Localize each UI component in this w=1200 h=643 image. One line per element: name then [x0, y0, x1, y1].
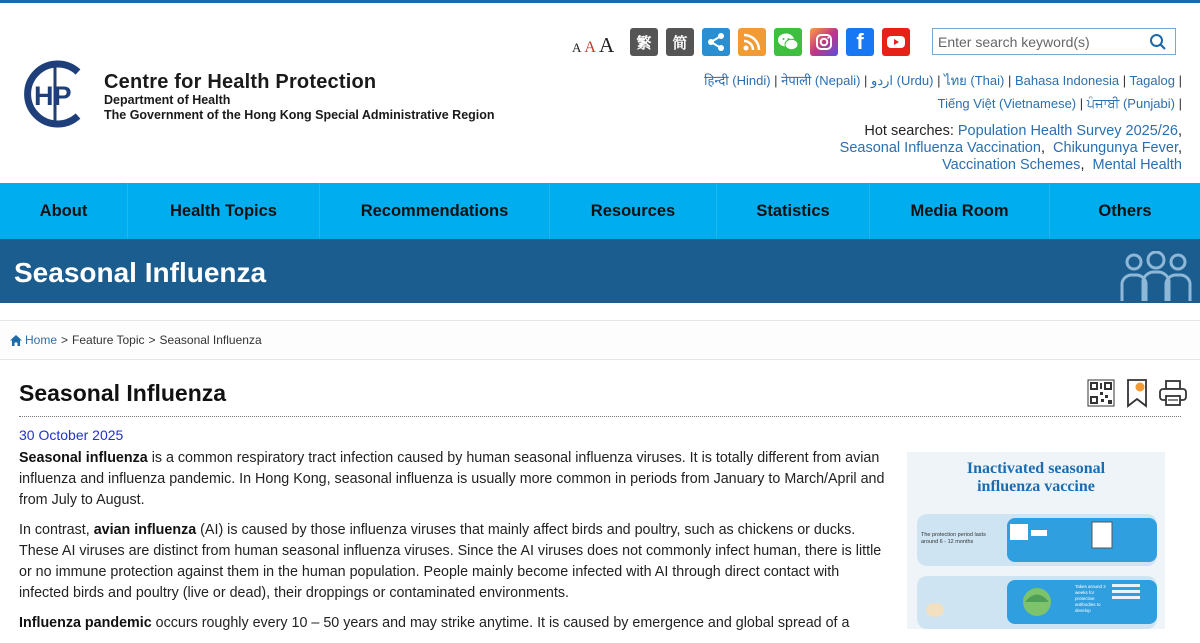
lang-indonesian[interactable]: Bahasa Indonesia	[1014, 73, 1120, 88]
page-tools	[1086, 377, 1188, 409]
hot-searches: Hot searches: Population Health Survey 2025/26, Seasonal Influenza Vaccination, Chikungunya Fever, Vaccination Schemes, Mental Health	[839, 123, 1182, 173]
logo-text	[104, 71, 495, 123]
poster-title: Inactivated seasonal influenza vaccine	[966, 460, 1106, 495]
paragraph: Influenza pandemic occurs roughly every 10 – 50 years and may strike anytime. It is caused by emergence and global spread of a	[19, 615, 850, 631]
department-name: Department of Health	[104, 93, 231, 107]
nav-about[interactable]: About	[0, 183, 128, 239]
nav-resources[interactable]: Resources	[550, 183, 717, 239]
nav-statistics[interactable]: Statistics	[717, 183, 870, 239]
banner-title: Seasonal Influenza	[14, 257, 267, 288]
government-name: The Government of the Hong Kong Special Administrative Region	[104, 108, 495, 122]
font-size-controls	[572, 33, 614, 58]
font-size-medium[interactable]: A	[584, 39, 596, 56]
poster-caption: The protection period lasts around 6 - 12 months	[921, 532, 986, 545]
lang-tagalog[interactable]: Tagalog	[1129, 73, 1175, 88]
traditional-chinese-icon[interactable]: 繁	[630, 28, 658, 56]
search-icon[interactable]	[1143, 29, 1173, 54]
font-size-large[interactable]: A	[598, 33, 615, 57]
hot-search-link[interactable]: Vaccination Schemes	[942, 157, 1081, 173]
publish-date: 30 October 2025	[19, 427, 124, 443]
page-banner	[0, 239, 1200, 303]
simplified-chinese-icon[interactable]: 简	[666, 28, 694, 56]
paragraph: In contrast, avian influenza (AI) is caused by those influenza viruses that mainly affect birds and poultry, such as chickens or ducks. These AI viruses are distinct from human seasonal influenza viruses. Since the AI viruses does not commonly infect human, there is little or no immune protection against them in the human population. People mainly become infected with AI through direct contact with infected birds and poultry (live or dead), their droppings or contaminated environments.	[19, 522, 882, 601]
paragraph: Seasonal influenza is a common respiratory tract infection caused by human seasonal influenza viruses. It is totally different from avian influenza and influenza pandemic. In Hong Kong, seasonal influenza is usually more common in periods from January to March/April and from July to August.	[19, 450, 885, 508]
hot-search-link[interactable]: Chikungunya Fever	[1053, 140, 1178, 156]
print-icon[interactable]	[1158, 377, 1188, 409]
site-header	[0, 3, 1200, 183]
rss-icon[interactable]	[738, 28, 766, 56]
language-links: हिन्दी (Hindi) | नेपाली (Nepali) | اردو (Urdu) | ไทย (Thai) | Bahasa Indonesia | Tagalog | Tiếng Việt (Vietnamese) | ਪੰਜਾਬੀ (Punjabi) |	[704, 73, 1182, 111]
term-seasonal-influenza: Seasonal influenza	[19, 450, 148, 466]
bookmark-icon[interactable]	[1122, 377, 1152, 409]
lang-nepali[interactable]: नेपाली (Nepali)	[781, 73, 861, 88]
site-title: Centre for Health Protection	[104, 71, 377, 93]
chp-logo[interactable]	[20, 58, 90, 135]
svg-text:HP: HP	[34, 81, 72, 111]
breadcrumb-feature-topic[interactable]: Feature Topic	[72, 333, 145, 347]
nav-recommendations[interactable]: Recommendations	[320, 183, 550, 239]
facebook-icon[interactable]: f	[846, 28, 874, 56]
font-size-small[interactable]: A	[572, 40, 582, 55]
nav-health-topics[interactable]: Health Topics	[128, 183, 320, 239]
wechat-icon[interactable]	[774, 28, 802, 56]
title-divider	[19, 416, 1181, 417]
breadcrumb-current: Seasonal Influenza	[159, 333, 262, 347]
lang-punjabi[interactable]: ਪੰਜਾਬੀ (Punjabi)	[1086, 96, 1175, 111]
lang-thai[interactable]: ไทย (Thai)	[944, 73, 1005, 88]
search-input[interactable]	[933, 29, 1143, 54]
page-title: Seasonal Influenza	[19, 380, 227, 406]
search-box	[932, 28, 1176, 55]
toolbar-icons	[630, 28, 910, 56]
people-group-icon	[1118, 251, 1194, 308]
lang-hindi[interactable]: हिन्दी (Hindi)	[704, 73, 771, 88]
breadcrumb-home[interactable]: Home	[25, 333, 58, 347]
vaccine-poster[interactable]	[907, 452, 1165, 629]
breadcrumb-separator: >	[61, 333, 69, 347]
hot-search-link[interactable]: Population Health Survey 2025/26	[957, 123, 1178, 139]
poster-caption: Takes around 2 weeks for protective antibodies to develop	[1075, 584, 1106, 613]
article-body	[19, 448, 887, 643]
lang-vietnamese[interactable]: Tiếng Việt (Vietnamese)	[937, 96, 1077, 111]
qr-code-icon[interactable]	[1086, 377, 1116, 409]
breadcrumb-separator: >	[148, 333, 156, 347]
youtube-icon[interactable]	[882, 28, 910, 56]
term-avian-influenza: avian influenza	[93, 522, 197, 538]
lang-urdu[interactable]: اردو (Urdu)	[871, 73, 934, 88]
nav-media-room[interactable]: Media Room	[870, 183, 1050, 239]
hot-search-link[interactable]: Seasonal Influenza Vaccination	[839, 140, 1041, 156]
breadcrumb	[0, 320, 1200, 360]
main-navigation	[0, 183, 1200, 239]
term-influenza-pandemic: Influenza pandemic	[19, 615, 152, 631]
hot-search-link[interactable]: Mental Health	[1092, 157, 1182, 173]
hot-searches-label: Hot searches:	[864, 123, 954, 139]
chp-logo-icon	[20, 58, 90, 130]
share-icon[interactable]	[702, 28, 730, 56]
instagram-icon[interactable]	[810, 28, 838, 56]
home-icon	[10, 335, 22, 346]
nav-others[interactable]: Others	[1098, 201, 1152, 220]
